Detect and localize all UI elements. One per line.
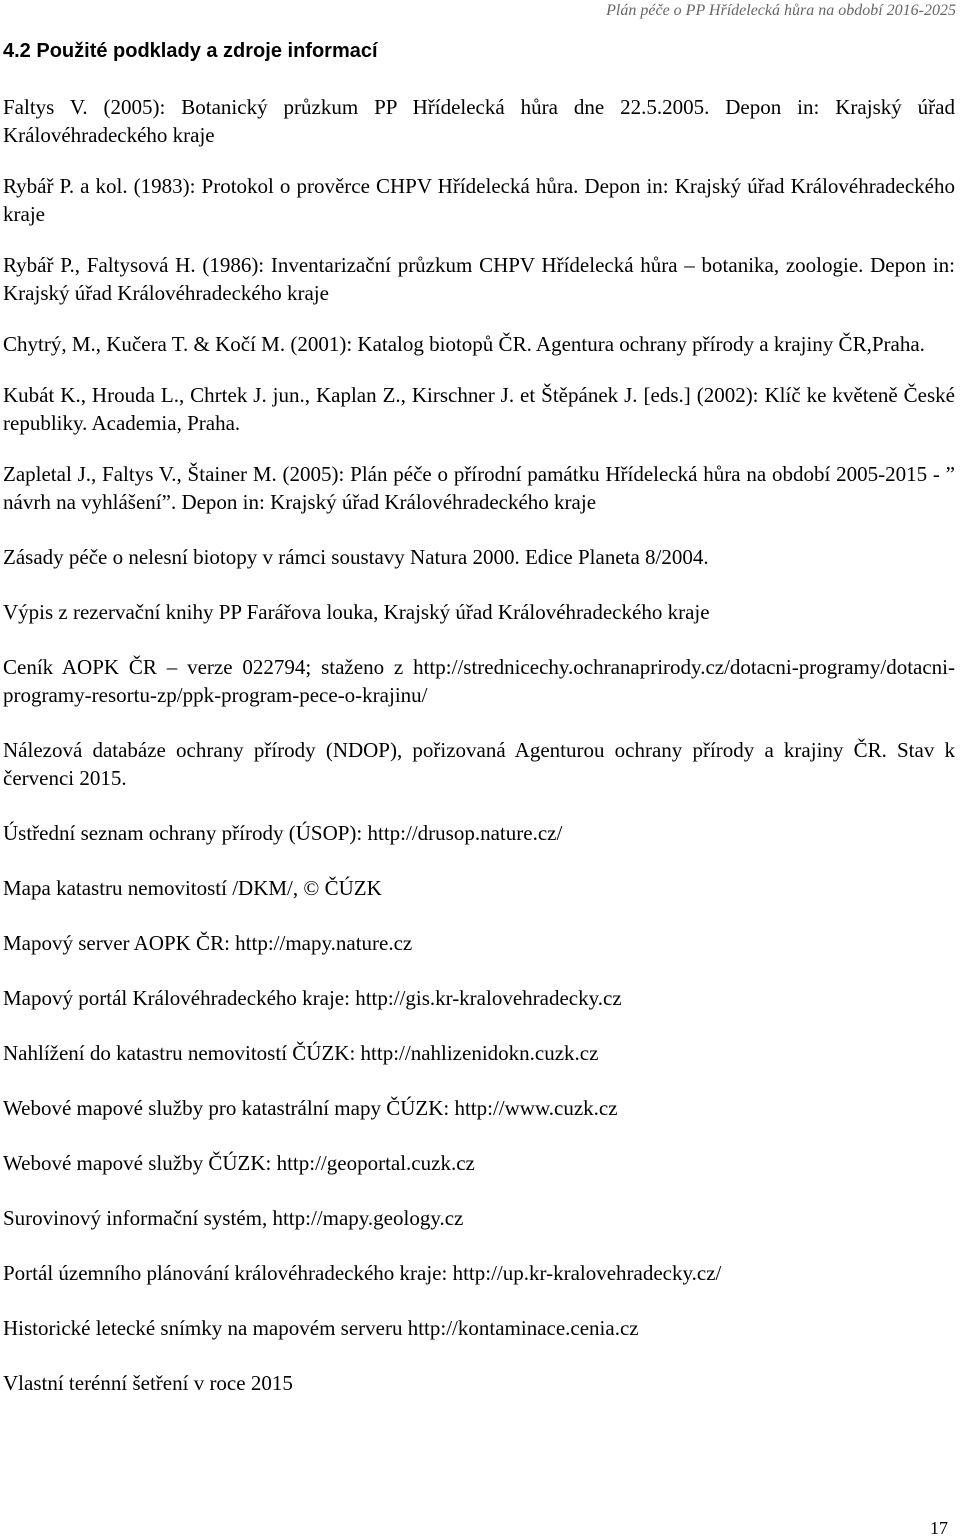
reference-item: Zásady péče o nelesní biotopy v rámci soustavy Natura 2000. Edice Planeta 8/2004. — [3, 545, 709, 569]
reference-item: Faltys V. (2005): Botanický průzkum PP Hřídelecká hůra dne 22.5.2005. Depon in: Krajský úřad Královéhradeckého kraje — [3, 95, 955, 147]
section-heading: 4.2 Použité podklady a zdroje informací — [3, 40, 378, 62]
reference-item: Ústřední seznam ochrany přírody (ÚSOP): http://drusop.nature.cz/ — [3, 821, 563, 845]
reference-item: Zapletal J., Faltys V., Štainer M. (2005): Plán péče o přírodní památku Hřídelecká hůra na období 2005-2015 - ” návrh na vyhlášení”. Depon in: Krajský úřad Královéhradeckého kraje — [3, 462, 955, 514]
reference-item: Portál územního plánování královéhradeckého kraje: http://up.kr-kralovehradecky.cz/ — [3, 1261, 722, 1285]
page-number: 17 — [930, 1518, 948, 1538]
reference-item: Vlastní terénní šetření v roce 2015 — [3, 1371, 293, 1395]
reference-item: Surovinový informační systém, http://mapy.geology.cz — [3, 1206, 464, 1230]
reference-item: Výpis z rezervační knihy PP Farářova louka, Krajský úřad Královéhradeckého kraje — [3, 600, 710, 624]
reference-item: Webové mapové služby pro katastrální mapy ČÚZK: http://www.cuzk.cz — [3, 1096, 618, 1120]
reference-item: Chytrý, M., Kučera T. & Kočí M. (2001): Katalog biotopů ČR. Agentura ochrany přírody a krajiny ČR,Praha. — [3, 332, 925, 356]
reference-item: Nahlížení do katastru nemovitostí ČÚZK: http://nahlizenidokn.cuzk.cz — [3, 1041, 599, 1065]
reference-item: Mapa katastru nemovitostí /DKM/, © ČÚZK — [3, 876, 382, 900]
reference-item: Nálezová databáze ochrany přírody (NDOP), pořizovaná Agenturou ochrany přírody a krajiny ČR. Stav k červenci 2015. — [3, 738, 955, 790]
reference-item: Webové mapové služby ČÚZK: http://geoportal.cuzk.cz — [3, 1151, 475, 1175]
reference-item: Rybář P. a kol. (1983): Protokol o prověrce CHPV Hřídelecká hůra. Depon in: Krajský úřad Královéhradeckého kraje — [3, 174, 955, 226]
reference-item: Rybář P., Faltysová H. (1986): Inventarizační průzkum CHPV Hřídelecká hůra – botanika, zoologie. Depon in: Krajský úřad Královéhradeckého kraje — [3, 253, 955, 305]
reference-item: Ceník AOPK ČR – verze 022794; staženo z http://strednicechy.ochranaprirody.cz/dotacni-programy/dotacni-programy-resortu-zp/ppk-program-pece-o-krajinu/ — [3, 655, 955, 707]
running-header: Plán péče o PP Hřídelecká hůra na období 2016-2025 — [606, 2, 956, 19]
reference-item: Kubát K., Hrouda L., Chrtek J. jun., Kaplan Z., Kirschner J. et Štěpánek J. [eds.] (2002): Klíč ke květeně České republiky. Academia, Praha. — [3, 383, 955, 435]
reference-list — [3, 93, 955, 1397]
reference-item: Mapový portál Královéhradeckého kraje: http://gis.kr-kralovehradecky.cz — [3, 986, 622, 1010]
reference-item: Historické letecké snímky na mapovém serveru http://kontaminace.cenia.cz — [3, 1316, 639, 1340]
reference-item: Mapový server AOPK ČR: http://mapy.nature.cz — [3, 931, 413, 955]
